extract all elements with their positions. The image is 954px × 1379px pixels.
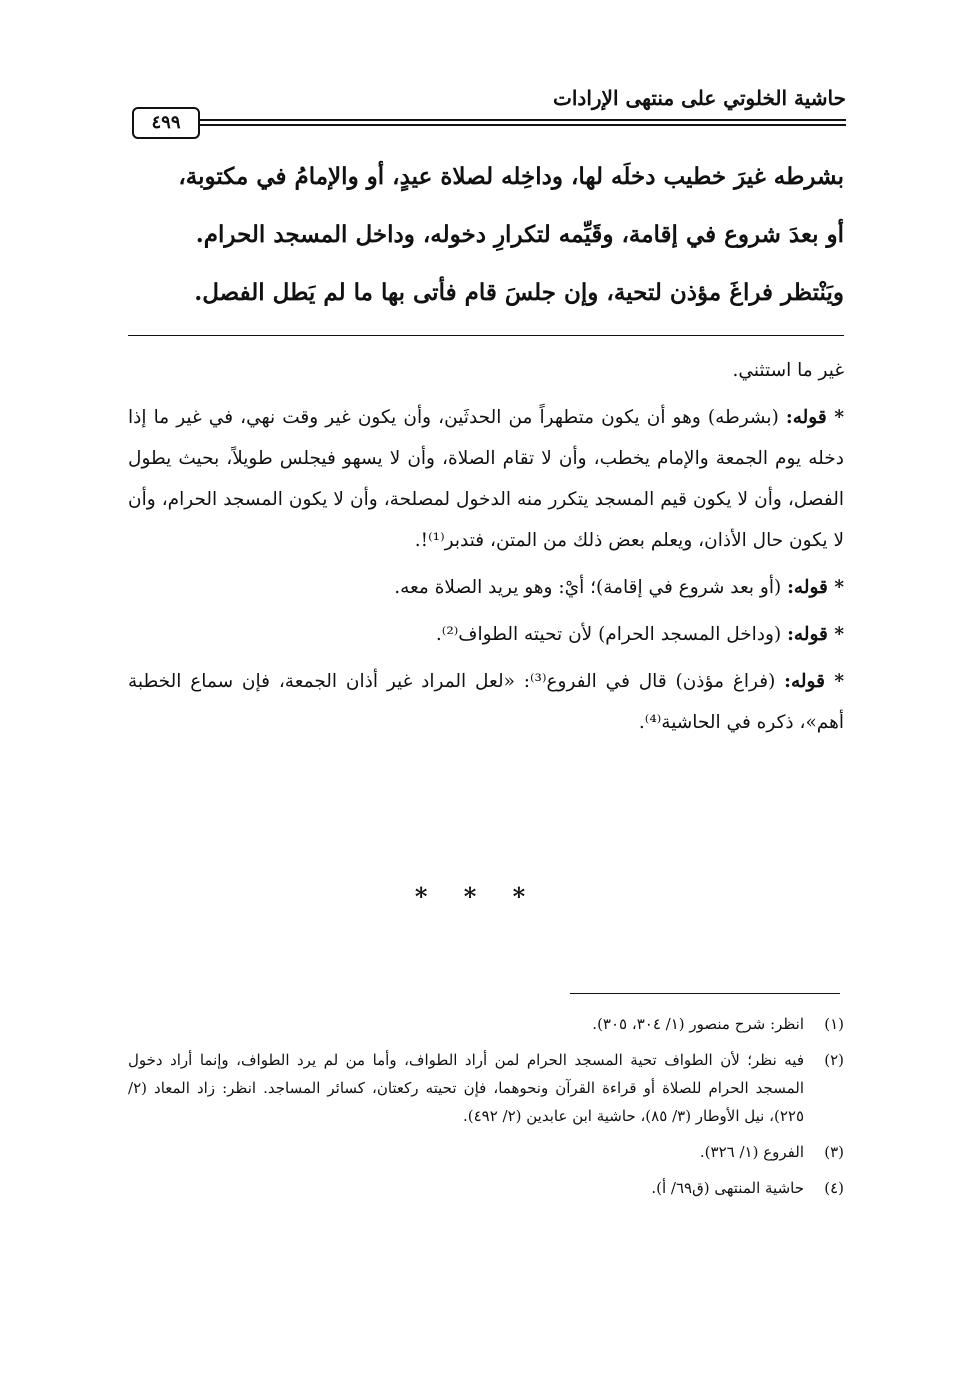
commentary-intro: غير ما استثني. [732, 360, 844, 381]
footnote [128, 1046, 844, 1130]
footnote [128, 1174, 844, 1202]
section-separator-stars: * * * [414, 882, 540, 911]
matn-line: بشرطه غيرَ خطيب دخلَه لها، وداخِله لصلاة عيدٍ، أو والإمامُ في مكتوبة، [178, 163, 844, 190]
footnote-number: (١) [824, 1015, 844, 1033]
matn-separator-rule [128, 335, 844, 336]
header-rule [200, 124, 846, 126]
footnote-text: حاشية المنتهى (ق٦٩/ أ). [651, 1179, 804, 1197]
matn-line: أو بعدَ شروع في إقامة، وقَيِّمه لتكرارِ دخوله، وداخل المسجد الحرام. [195, 221, 844, 248]
commentary-paragraph [128, 614, 844, 655]
footnote-text: فيه نظر؛ لأن الطواف تحية المسجد الحرام لمن أراد الطواف، وأما من لم يرد الطواف، وإنما أراد دخول المسجد الحرام للصلاة أو قراءة القرآن ونحوهما، فإن تحيته ركعتان، كسائر المساجد. انظر: زاد المعاد (٢/ ٢٢٥)، نيل الأوطار (٣/ ٨٥)، حاشية ابن عابدين (٢/ ٤٩٢). [128, 1051, 804, 1125]
matn-line: ويَنْتظر فراغَ مؤذن لتحية، وإن جلسَ قام فأتى بها ما لم يَطل الفصل. [194, 279, 844, 306]
commentary-paragraph [128, 661, 844, 743]
header-rule [200, 119, 846, 121]
qawluh-marker: * قوله: [787, 577, 844, 598]
commentary-paragraph [128, 397, 844, 561]
qawluh-marker: * قوله: [787, 624, 844, 645]
commentary-text [128, 350, 844, 743]
paragraph-text: (بشرطه) وهو أن يكون متطهراً من الحدثَين، وأن يكون غير وقت نهي، في غير ما إذا دخله يوم الجمعة والإمام يخطب، وأن لا تقام الصلاة، وأن لا يسهو فيجلس طويلاً، بحيث يطول الفصل، وأن لا يكون قيم المسجد يتكرر منه الدخول لمصلحة، وأن لا يكون المسجد الحرام، وأن لا يكون حال الأذان، ويعلم بعض ذلك من المتن، فتدبر⁽¹⁾!. [128, 407, 844, 551]
footnote-number: (٢) [824, 1051, 844, 1069]
commentary-paragraph [128, 567, 844, 608]
footnote [128, 1138, 844, 1166]
footnote [128, 1010, 844, 1038]
paragraph-text: (وداخل المسجد الحرام) لأن تحيته الطواف⁽²⁾. [435, 624, 782, 645]
paragraph-text: (أو بعد شروع في إقامة)؛ أيْ: وهو يريد الصلاة معه. [394, 577, 782, 598]
paragraph-text: (فراغ مؤذن) قال في الفروع⁽³⁾: «لعل المراد غير أذان الجمعة، فإن سماع الخطبة أهم»، ذكره في الحاشية⁽⁴⁾. [128, 671, 844, 733]
footnote-text: انظر: شرح منصور (١/ ٣٠٤، ٣٠٥). [592, 1015, 804, 1033]
footnote-number: (٤) [824, 1179, 844, 1197]
qawluh-marker: * قوله: [785, 407, 845, 428]
footnote-number: (٣) [824, 1143, 844, 1161]
footnote-rule [570, 993, 840, 994]
qawluh-marker: * قوله: [784, 671, 844, 692]
footnote-text: الفروع (١/ ٣٢٦). [699, 1143, 804, 1161]
matn-text [128, 148, 844, 322]
running-title: حاشية الخلوتي على منتهى الإرادات [553, 86, 846, 110]
page-number: ٤٩٩ [132, 107, 200, 139]
footnotes [128, 1010, 844, 1210]
